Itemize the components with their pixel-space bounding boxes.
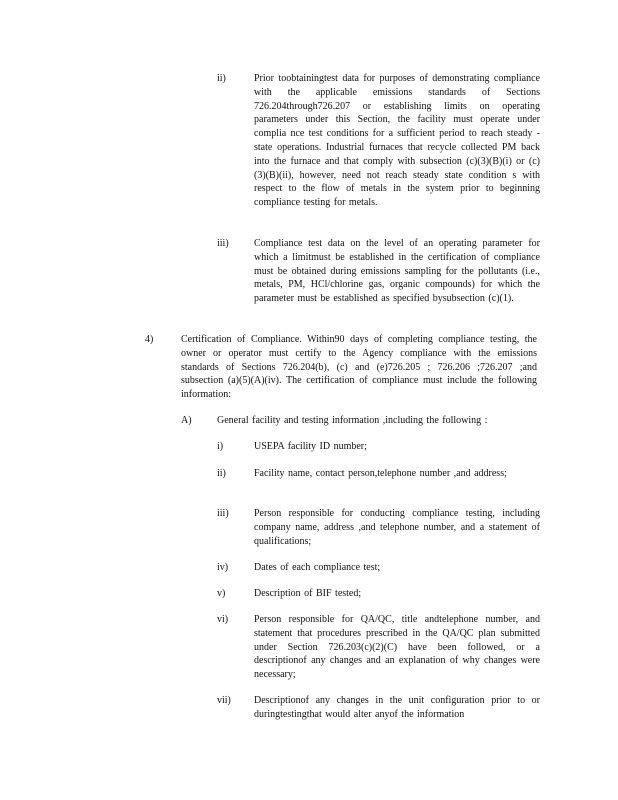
item-text: Description of BIF tested; — [254, 588, 362, 599]
item-text: Compliance test data on the level of an operating parameter for which a limitmust be established in the certification of compliance must be obtained during emissions sampling for the pollutants (i.e., metals, PM, HCl/chlorine gas, organic compounds) for which the parameter must be established as specified bysubsection (c)(1). — [254, 238, 540, 305]
item-marker: iii) — [217, 238, 229, 249]
item-text: Certification of Compliance. Within90 days of completing compliance testing, the owner or operator must certify to the Agency compliance with the emissions standards of Sections 726.204(b), (c) and (e)726.205 ; 726.206 ;726.207 ;and subsection (a)(5)(A)(iv). The certification of compliance must include the following information: — [181, 334, 537, 401]
item-text: Descriptionof any changes in the unit configuration prior to or duringtestingthat would alter anyof the information — [254, 695, 540, 720]
item-marker: ii) — [217, 73, 226, 84]
item-marker: ii) — [217, 468, 226, 479]
item-text: Facility name, contact person,telephone number ,and address; — [254, 468, 507, 479]
item-marker: vii) — [217, 695, 231, 706]
item-marker: 4) — [145, 334, 154, 345]
item-text: General facility and testing information ,including the following : — [217, 415, 488, 426]
item-marker: v) — [217, 588, 226, 599]
item-marker: A) — [181, 415, 192, 426]
item-text: USEPA facility ID number; — [254, 441, 367, 452]
item-text: Person responsible for conducting compliance testing, including company name, address ,and telephone number, and a statement of qualifications; — [254, 508, 540, 547]
item-marker: iii) — [217, 508, 229, 519]
item-text: Person responsible for QA/QC, title andtelephone number, and statement that procedures prescribed in the QA/QC plan submitted under Section 726.203(c)(2)(C) have been followed, or a descriptionof any changes and an explanation of why changes were necessary; — [254, 614, 540, 681]
item-text: Prior toobtainingtest data for purposes of demonstrating compliance with the applicable emissions standards of Sections 726.204through726.207 or establishing limits on operating parameters under this Section, the facility must operate under complia nce test conditions for a sufficient period to reach steady -state operations. Industrial furnaces that recycle collected PM back into the furnace and that comply with subsection (c)(3)(B)(i) or (c)(3)(B)(ii), however, need not reach steady state condition s with respect to the flow of metals in the system prior to beginning compliance testing for metals. — [254, 73, 540, 209]
item-marker: vi) — [217, 614, 229, 625]
item-marker: i) — [217, 441, 224, 452]
item-text: Dates of each compliance test; — [254, 562, 381, 573]
item-marker: iv) — [217, 562, 229, 573]
